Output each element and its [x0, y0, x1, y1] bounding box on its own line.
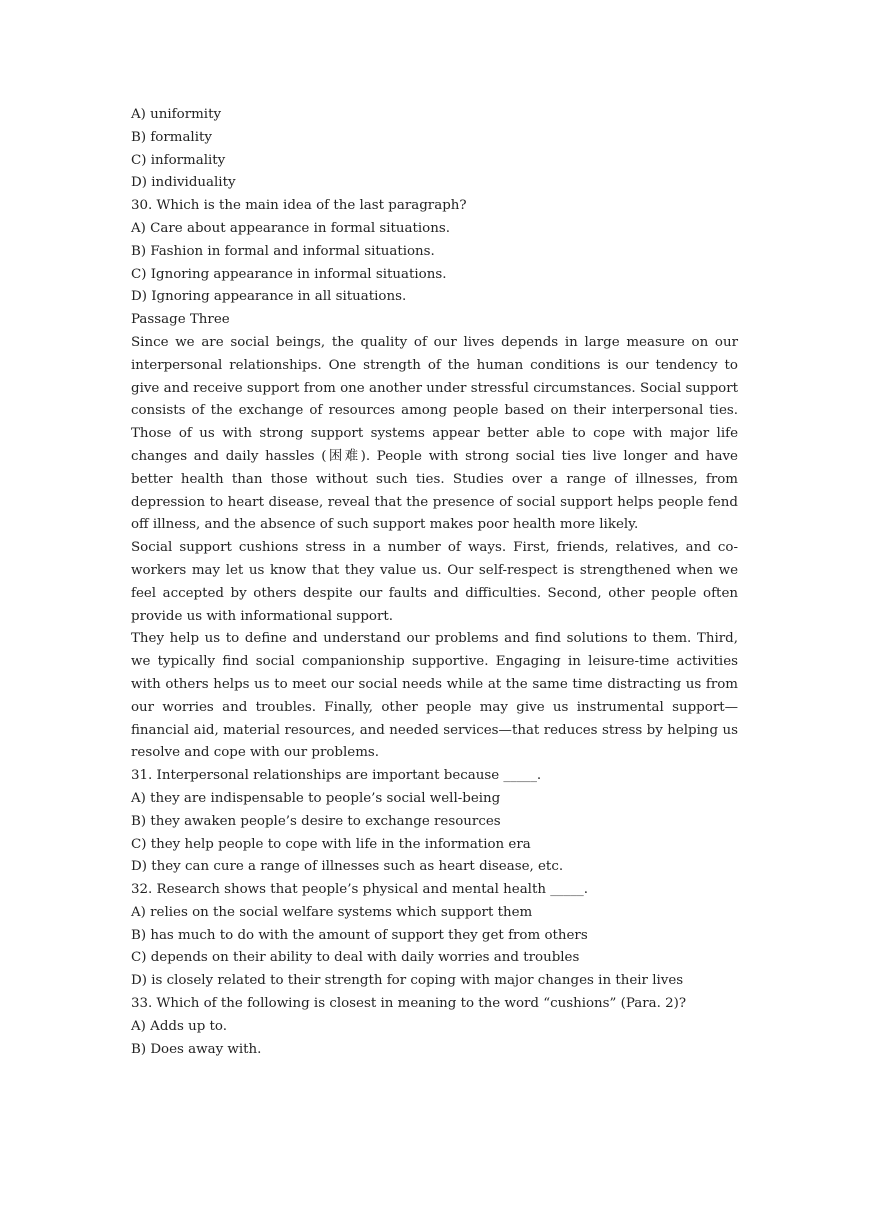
option-a: A) relies on the social welfare systems which support them [131, 904, 533, 920]
question-32 [131, 879, 738, 993]
option-d: D) is closely related to their strength for coping with major changes in their lives [131, 973, 684, 989]
option-c: C) informality [131, 152, 226, 168]
passage-paragraph-3: They help us to define and understand our problems and find solutions to them. Third, we typically find social companionship supportive. Engaging in leisure-time activities with others helps us to meet our social needs while at the same time distracting us from our worries and troubles. Finally, other people may give us instrumental support—financial aid, material resources, and needed services—that reduces stress by helping us resolve and cope with our problems. [131, 631, 738, 761]
question-29-options [131, 104, 738, 195]
option-b: B) they awaken people’s desire to exchange resources [131, 813, 501, 829]
option-c: C) they help people to cope with life in the information era [131, 836, 531, 852]
option-b: B) Does away with. [131, 1041, 262, 1057]
passage-paragraph-1: Since we are social beings, the quality of our lives depends in large measure on our interpersonal relationships. One strength of the human conditions is our tendency to give and receive support from one another under stressful circumstances. Social support consists of the exchange of resources among people based on their interpersonal ties. Those of us with strong support systems appear better able to cope with major life changes and daily hassles (困难). People with strong social ties live longer and have better health than those without such ties. Studies over a range of illnesses, from depression to heart disease, reveal that the presence of social support helps people fend off illness, and the absence of such support makes poor health more likely. [131, 334, 738, 533]
question-33 [131, 993, 738, 1061]
option-d: D) individuality [131, 175, 236, 191]
passage-paragraph-2: Social support cushions stress in a number of ways. First, friends, relatives, and co-workers may let us know that they value us. Our self-respect is strengthened when we feel accepted by others despite our faults and difficulties. Second, other people often provide us with informational support. [131, 540, 738, 624]
option-d: D) they can cure a range of illnesses such as heart disease, etc. [131, 859, 564, 875]
option-b: B) formality [131, 129, 212, 145]
option-a: A) uniformity [131, 107, 222, 122]
document-page [131, 104, 738, 1061]
option-a: A) they are indispensable to people’s social well-being [131, 790, 501, 806]
passage-three [131, 309, 738, 765]
option-d: D) Ignoring appearance in all situations. [131, 289, 407, 305]
question-31 [131, 765, 738, 879]
option-b: B) Fashion in formal and informal situations. [131, 243, 435, 259]
option-a: A) Adds up to. [131, 1018, 228, 1034]
option-b: B) has much to do with the amount of support they get from others [131, 927, 588, 943]
option-c: C) Ignoring appearance in informal situations. [131, 266, 447, 282]
question-stem: 33. Which of the following is closest in meaning to the word “cushions” (Para. 2)? [131, 996, 687, 1012]
option-c: C) depends on their ability to deal with daily worries and troubles [131, 950, 580, 966]
question-stem: 31. Interpersonal relationships are important because _____. [131, 768, 542, 784]
question-30 [131, 195, 738, 309]
option-a: A) Care about appearance in formal situations. [131, 220, 450, 236]
question-stem: 32. Research shows that people’s physical and mental health _____. [131, 882, 588, 898]
question-stem: 30. Which is the main idea of the last paragraph? [131, 198, 467, 214]
passage-title: Passage Three [131, 312, 230, 328]
